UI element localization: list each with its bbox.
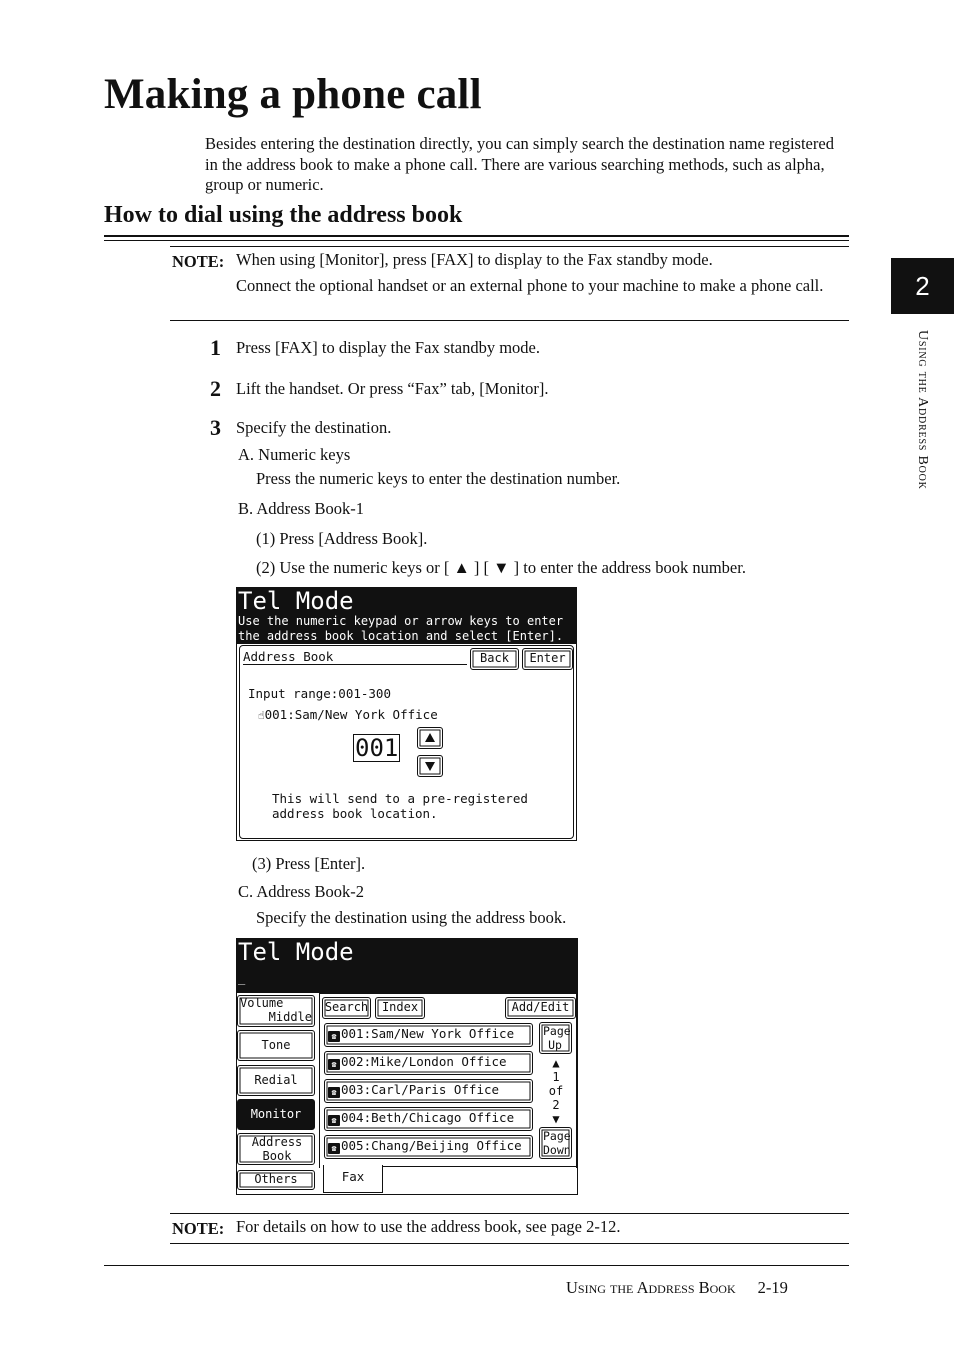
note2-text: For details on how to use the address book, see page 2-12. bbox=[236, 1217, 621, 1236]
note-label: NOTE: bbox=[172, 252, 225, 271]
tab-fax[interactable] bbox=[323, 1165, 383, 1193]
page-current: 1 bbox=[552, 1070, 560, 1084]
screen-info-2: address book location. bbox=[272, 806, 438, 821]
side-chapter-label: Using the Address Book bbox=[915, 330, 930, 490]
page-down-arrow-icon: ▼ bbox=[552, 1112, 560, 1126]
volume-label: Volume bbox=[240, 996, 284, 1010]
add-edit-button[interactable]: Add/Edit bbox=[505, 997, 576, 1019]
substep-c-text: Specify the destination using the address book. bbox=[256, 908, 567, 927]
screen-title: Tel Mode bbox=[238, 938, 354, 966]
up-arrow-button[interactable] bbox=[417, 727, 443, 749]
page-title: Making a phone call bbox=[104, 71, 482, 118]
note2-rule-bottom bbox=[170, 1243, 849, 1244]
address-entry-label: 004:Beth/Chicago Office bbox=[341, 1110, 515, 1125]
address-entry-label: 005:Chang/Beijing Office bbox=[341, 1138, 522, 1153]
intro-paragraph: Besides entering the destination directly, you can simply search the destination name registered in the address book to make a phone call. There are various searching methods, such as alpha, group or numeric. bbox=[205, 134, 834, 194]
note-line-2: Connect the optional handset or an external phone to your machine to make a phone call. bbox=[236, 276, 824, 295]
note-rule-top bbox=[170, 246, 849, 247]
substep-b3: (3) Press [Enter]. bbox=[252, 854, 366, 873]
tab-bar-line bbox=[383, 1166, 578, 1167]
monitor-button[interactable]: Monitor bbox=[237, 1099, 315, 1130]
footer-chapter-label: Using the Address Book bbox=[566, 1278, 736, 1297]
search-button[interactable]: Search bbox=[322, 997, 371, 1019]
enter-button[interactable]: Enter bbox=[522, 648, 573, 670]
page-footer bbox=[566, 1278, 788, 1298]
page-total: 2 bbox=[552, 1098, 560, 1112]
page-number: 2-19 bbox=[757, 1278, 788, 1297]
tel-mode-screen-address-book-2 bbox=[236, 938, 578, 1195]
current-entry-row bbox=[258, 704, 438, 723]
address-entry[interactable] bbox=[324, 1023, 533, 1047]
input-range-text: Input range:001-300 bbox=[248, 686, 391, 701]
screen-instruction-2: the address book location and select [Enter]. bbox=[238, 629, 564, 643]
others-button[interactable]: Others bbox=[237, 1170, 315, 1190]
substep-a-text: Press the numeric keys to enter the destination number. bbox=[256, 469, 621, 488]
address-book-icon: ☎ bbox=[328, 1115, 340, 1126]
tab-fax-label: Fax bbox=[341, 1169, 365, 1184]
heading-rule-top bbox=[104, 235, 849, 237]
address-book-icon: ☎ bbox=[328, 1059, 340, 1070]
note2-label: NOTE: bbox=[172, 1219, 225, 1238]
substep-b2: (2) Use the numeric keys or [ ▲ ] [ ▼ ] to enter the address book number. bbox=[256, 558, 746, 577]
address-number-display[interactable]: 001 bbox=[355, 734, 399, 762]
current-entry-text: 001:Sam/New York Office bbox=[264, 707, 438, 722]
step-text: Lift the handset. Or press “Fax” tab, [Monitor]. bbox=[236, 379, 549, 398]
page-down-button[interactable]: Page Down bbox=[539, 1127, 572, 1159]
note-line-1: When using [Monitor], press [FAX] to display to the Fax standby mode. bbox=[236, 250, 713, 269]
page-up-arrow-icon: ▲ bbox=[552, 1056, 560, 1070]
address-book-field-label: Address Book bbox=[243, 649, 467, 665]
step-text: Press [FAX] to display the Fax standby mode. bbox=[236, 338, 541, 357]
address-book-button[interactable]: Address Book bbox=[237, 1133, 315, 1165]
hand-pointer-icon: ☝ bbox=[258, 709, 265, 722]
step-number: 1 bbox=[210, 335, 221, 360]
step-number: 3 bbox=[210, 415, 221, 440]
down-arrow-icon bbox=[425, 762, 435, 771]
screen-info-1: This will send to a pre-registered bbox=[272, 791, 528, 806]
screen-header bbox=[237, 939, 577, 993]
address-entry[interactable] bbox=[324, 1051, 533, 1075]
screen-header bbox=[237, 588, 576, 644]
substep-b-title: B. Address Book-1 bbox=[238, 499, 365, 518]
address-book-icon: ☎ bbox=[328, 1031, 340, 1042]
page-indicator bbox=[541, 1056, 571, 1126]
chapter-tab: 2 bbox=[891, 258, 954, 314]
address-book-icon: ☎ bbox=[328, 1143, 340, 1154]
tone-button[interactable]: Tone bbox=[237, 1030, 315, 1061]
back-button[interactable]: Back bbox=[470, 648, 519, 670]
volume-button[interactable] bbox=[237, 995, 315, 1027]
index-button[interactable]: Index bbox=[375, 997, 425, 1019]
up-arrow-icon bbox=[425, 733, 435, 742]
address-list-panel bbox=[319, 993, 577, 1168]
address-entry[interactable] bbox=[324, 1107, 533, 1131]
address-entry[interactable] bbox=[324, 1079, 533, 1103]
note-rule-bottom bbox=[170, 320, 849, 321]
heading-rule-bottom bbox=[104, 240, 849, 241]
volume-value: Middle bbox=[268, 1010, 312, 1024]
address-entry-label: 003:Carl/Paris Office bbox=[341, 1082, 500, 1097]
substep-c-title: C. Address Book-2 bbox=[238, 882, 365, 901]
address-entry-label: 002:Mike/London Office bbox=[341, 1054, 507, 1069]
substep-b1: (1) Press [Address Book]. bbox=[256, 529, 428, 548]
screen-title: Tel Mode bbox=[238, 587, 354, 615]
address-entry[interactable] bbox=[324, 1135, 533, 1159]
address-book-panel bbox=[239, 645, 574, 839]
tel-mode-screen-address-book-1 bbox=[236, 587, 577, 841]
screen-instruction-1: Use the numeric keypad or arrow keys to enter bbox=[238, 614, 564, 628]
redial-button[interactable]: Redial bbox=[237, 1065, 315, 1096]
note2-rule-top bbox=[170, 1213, 849, 1214]
page-up-button[interactable]: Page Up bbox=[539, 1022, 572, 1054]
substep-a-title: A. Numeric keys bbox=[238, 445, 351, 464]
address-book-icon: ☎ bbox=[328, 1087, 340, 1098]
address-entry-label: 001:Sam/New York Office bbox=[341, 1026, 515, 1041]
text-cursor: _ bbox=[238, 971, 246, 985]
down-arrow-button[interactable] bbox=[417, 755, 443, 777]
section-heading: How to dial using the address book bbox=[104, 202, 463, 228]
page-of: of bbox=[548, 1084, 564, 1098]
step-number: 2 bbox=[210, 376, 221, 401]
footer-rule bbox=[104, 1265, 849, 1266]
step-text: Specify the destination. bbox=[236, 418, 392, 437]
